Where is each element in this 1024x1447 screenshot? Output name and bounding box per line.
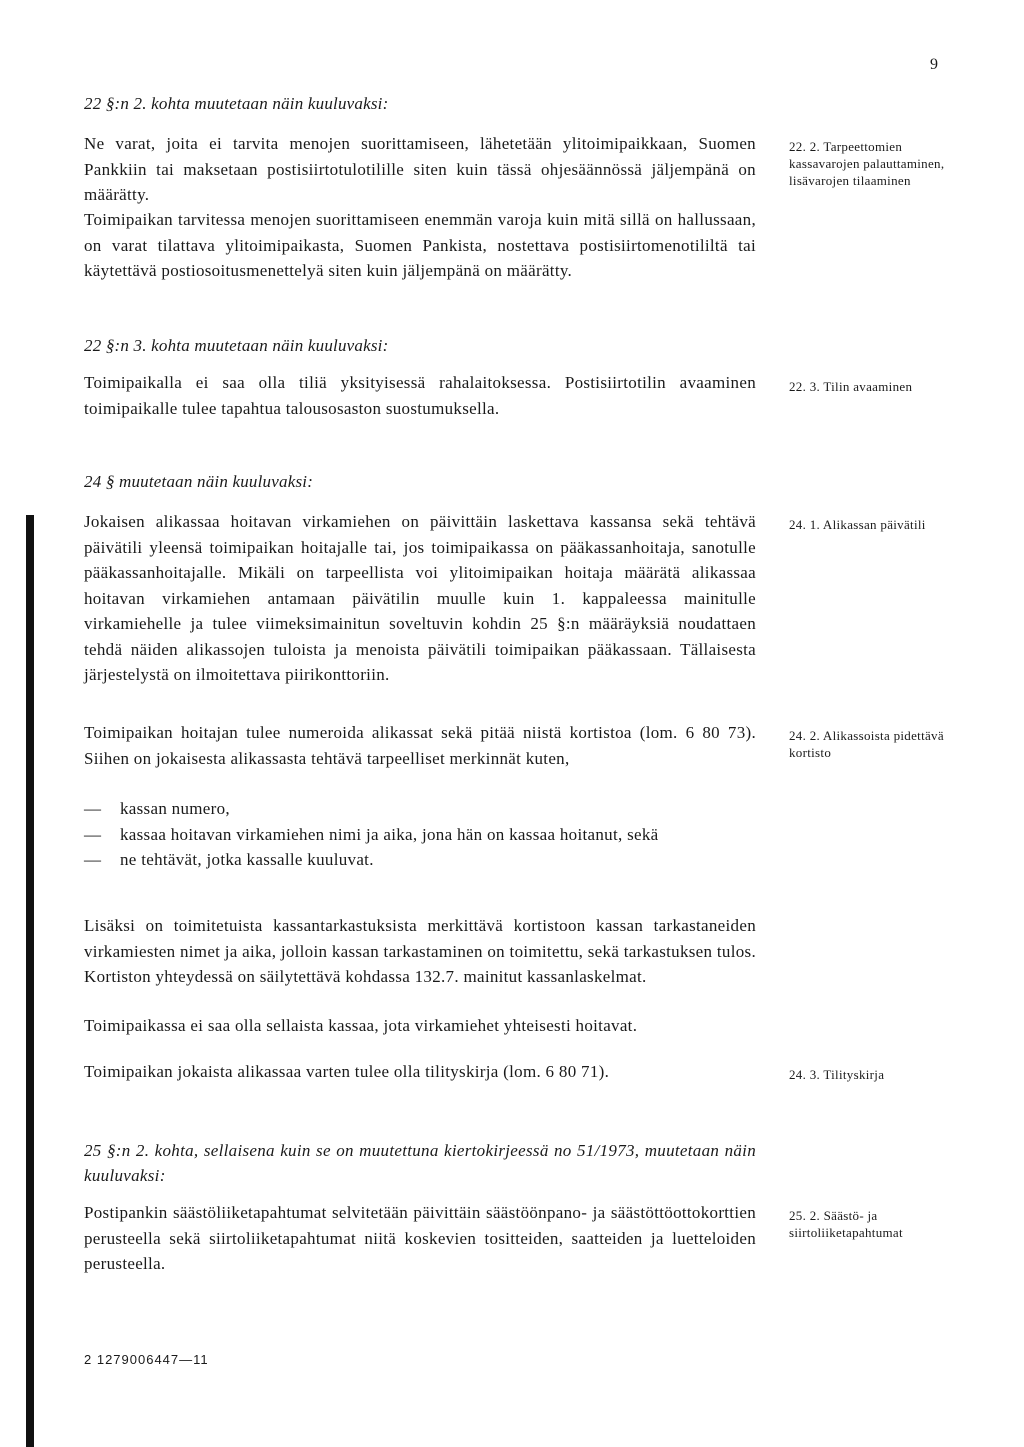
list-item (84, 796, 756, 822)
margin-note-25-2: 25. 2. Säästö- ja siirtoliiketapahtumat (789, 1208, 903, 1240)
print-code-footer: 2 1279006447—11 (84, 1352, 209, 1367)
list-item-text: kassaa hoitavan virkamiehen nimi ja aika, jona hän on kassaa hoitanut, sekä (120, 824, 659, 844)
margin-note-22-2: 22. 2. Tarpeettomien kassavarojen palauttaminen, lisävarojen tilaaminen (789, 139, 945, 188)
margin-note-22-3: 22. 3. Tilin avaaminen (789, 379, 913, 394)
margin-note-24-1: 24. 1. Alikassan päivätili (789, 517, 926, 532)
list-dash: — (84, 799, 102, 818)
section-24-paragraph-1: Jokaisen alikassaa hoitavan virkamiehen on päivittäin laskettava kassansa sekä tehtävä päivätili yleensä toimipaikan hoitajalle tai, jos toimipaikassa on pääkassanhoitaja, sanotulle pääkassanhoitajalle. Mikäli on tarpeellista voi ylitoimipaikan hoitaja määrätä alikassaa hoitavan virkamiehen antamaan päivätilin muulle kuin 1. kappaleessa mainitulle virkamiehelle ja tulee viimeksimainitun soveltuvin kohdin 25 §:n määräyksiä noudattaen tehdä näiden alikassojen tuloista ja menoista päivätili toimipaikan pääkassaan. Tällaisesta järjestelystä on ilmoitettava piirikonttoriin. (84, 512, 756, 684)
section-25-2-heading: 25 §:n 2. kohta, sellaisena kuin se on muutettuna kiertokirjeessä no 51/1973, muutetaan näin kuuluvaksi: (84, 1141, 756, 1185)
section-24-list (84, 796, 756, 873)
page-number: 9 (930, 56, 938, 73)
list-item-text: kassan numero, (120, 799, 230, 818)
list-item (84, 822, 756, 848)
section-24-paragraph-2: Toimipaikan hoitajan tulee numeroida alikassat sekä pitää niistä kortistoa (lom. 6 80 73). Siihen on jokaisesta alikassasta tehtävä tarpeelliset merkinnät kuten, (84, 723, 756, 768)
list-item (84, 847, 756, 873)
section-24-paragraph-5: Toimipaikan jokaista alikassaa varten tulee olla tilityskirja (lom. 6 80 71). (84, 1062, 610, 1081)
section-24-paragraph-4: Toimipaikassa ei saa olla sellaista kassaa, jota virkamiehet yhteisesti hoitavat. (84, 1016, 638, 1035)
section-22-2-paragraph-2: Toimipaikan tarvitessa menojen suorittamiseen enemmän varoja kuin mitä sillä on hallussaan, on varat tilattava ylitoimipaikasta, Suomen Pankista, nostettava postisiirtomenotililtä tai käytettävä postiosoitusmenettelyä siten kuin jäljempänä on määrätty. (84, 210, 756, 280)
section-22-3-paragraph: Toimipaikalla ei saa olla tiliä yksityisessä rahalaitoksessa. Postisiirtotilin avaaminen toimipaikalle tulee tapahtua talousosaston suostumuksella. (84, 373, 756, 418)
margin-note-24-3: 24. 3. Tilityskirja (789, 1067, 885, 1082)
list-dash: — (84, 824, 102, 844)
section-22-2-paragraph-1: Ne varat, joita ei tarvita menojen suorittamiseen, lähetetään ylitoimipaikkaan, Suomen Pankkiin tai maksetaan postisiirtotulotilille siten kuin tässä ohjesäännössä jäljempänä on määrätty. (84, 134, 756, 204)
section-24-paragraph-3: Lisäksi on toimitetuista kassantarkastuksista merkittävä kortistoon kassan tarkastaneiden virkamiesten nimet ja aika, jolloin kassan tarkastaminen on toimitettu, sekä tarkastuksen tulos. Kortiston yhteydessä on säilytettävä kohdassa 132.7. mainitut kassanlaskelmat. (84, 916, 756, 986)
section-24-heading: 24 § muutetaan näin kuuluvaksi: (84, 472, 314, 491)
section-25-2-paragraph: Postipankin säästöliiketapahtumat selvitetään päivittäin säästöönpano- ja säästöttöottokorttien perusteella sekä siirtoliiketapahtumat niitä koskevien tositteiden, saatteiden ja luetteloiden perusteella. (84, 1203, 756, 1273)
section-22-2-heading: 22 §:n 2. kohta muutetaan näin kuuluvaksi: (84, 94, 389, 113)
margin-rule (26, 515, 34, 1447)
section-22-3-heading: 22 §:n 3. kohta muutetaan näin kuuluvaksi: (84, 336, 389, 355)
list-dash: — (84, 850, 102, 869)
list-item-text: ne tehtävät, jotka kassalle kuuluvat. (120, 850, 374, 869)
margin-note-24-2: 24. 2. Alikassoista pidettävä kortisto (789, 728, 944, 760)
